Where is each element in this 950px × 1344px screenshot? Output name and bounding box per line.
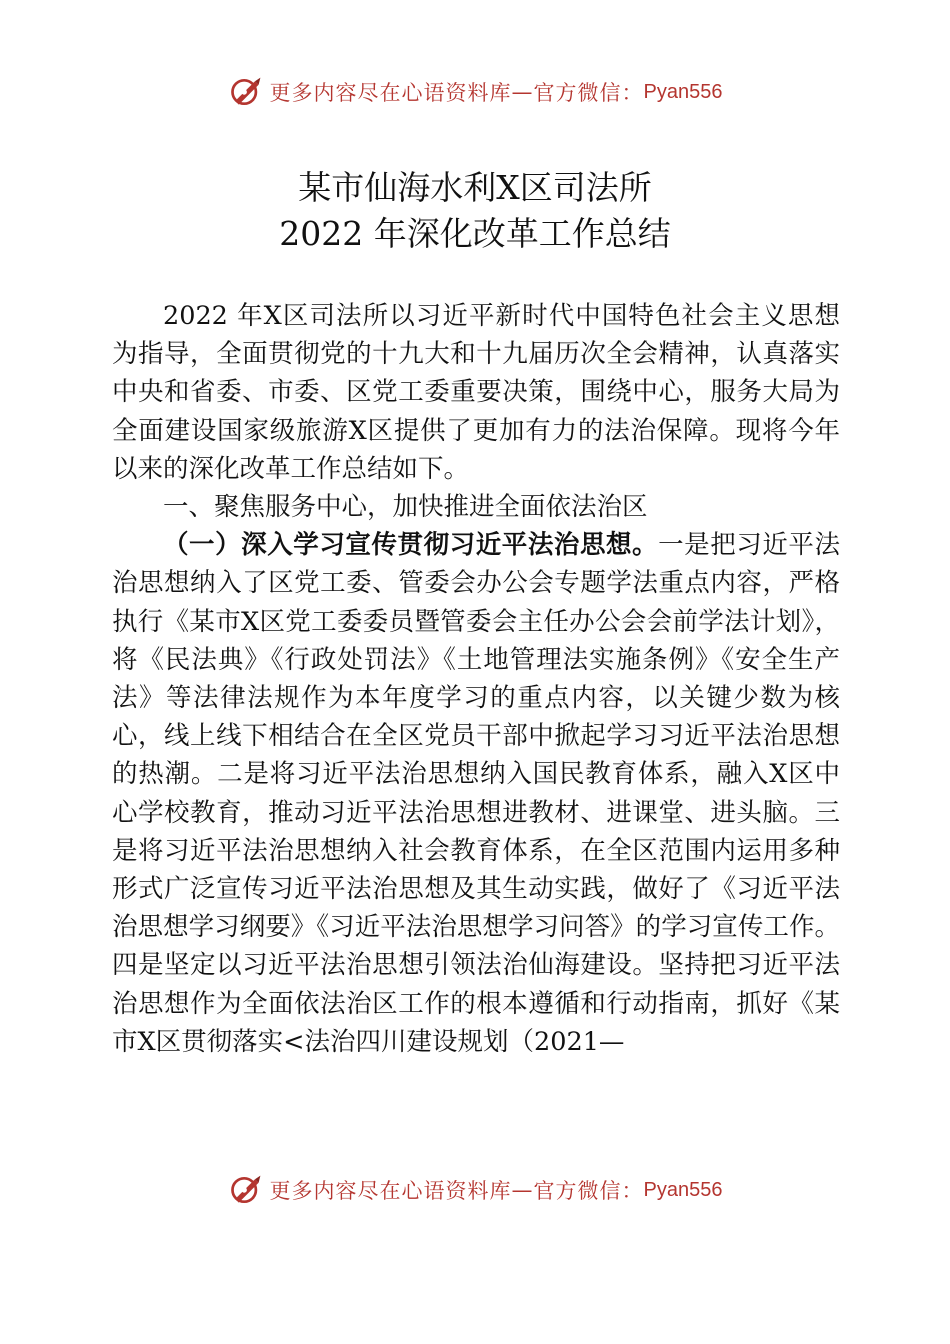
banner-wechat-label: 官方微信： <box>533 81 644 105</box>
document-title-line1: 某市仙海水利X区司法所 <box>298 168 652 207</box>
banner-separator: — <box>511 1178 534 1202</box>
document-body <box>112 297 840 1061</box>
banner-separator: — <box>511 80 534 104</box>
subsection-text-1: 一是把习近平法治思想纳入了区党工委、管委会办公会专题学法重点内容，严格执行《某市X区党工委委员暨管委会主任办公会会前学法计划》，将《民法典》《行政处罚法》《土地管理法实施条例》《安全生产法》等法律法规作为本年度学习的重点内容，以关键少数为核心，线上线下相结合在全区党员干部中掀起学习习近平法治思想的热潮。二是将习近平法治思想纳入国民教育体系，融入X区中心学校教育，推动习近平法治思想进教材、进课堂、进头脑。三是将习近平法治思想纳入社会教育体系，在全区范围内运用多种形式广泛宣传习近平法治思想及其生动实践，做好了《习近平法治思想学习纲要》《习近平法治思想学习问答》的学习宣传工作。四是坚定以习近平法治思想引领法治仙海建设。坚持把习近平法治思想作为全面依法治区工作的根本遵循和行动指南，抓好《某市X区贯彻落实<法治四川建设规划（2021— <box>112 530 840 1057</box>
pen-nib-logo-icon <box>228 74 264 110</box>
banner-wechat-id: Pyan556 <box>643 80 723 103</box>
footer-watermark-banner <box>0 1170 950 1210</box>
banner-text: 更多内容尽在心语资料库 <box>269 81 512 105</box>
banner-wechat-id: Pyan556 <box>643 1178 723 1201</box>
banner-wechat-label: 官方微信： <box>533 1179 644 1203</box>
intro-paragraph: 2022 年X区司法所以习近平新时代中国特色社会主义思想为指导，全面贯彻党的十九大和十九届历次全会精神，认真落实中央和省委、市委、区党工委重要决策，围绕中心，服务大局为全面建设国家级旅游X区提供了更加有力的法治保障。现将今年以来的深化改革工作总结如下。 <box>112 301 840 484</box>
document-title-line2: 2022 年深化改革工作总结 <box>279 214 671 253</box>
section-heading-1: 一、聚焦服务中心，加快推进全面依法治区 <box>163 492 648 523</box>
banner-text: 更多内容尽在心语资料库 <box>269 1179 512 1203</box>
subsection-heading-1: （一）深入学习宣传贯彻习近平法治思想。 <box>163 530 659 561</box>
subsection-paragraph-1 <box>112 526 840 1061</box>
header-watermark-banner <box>0 72 950 112</box>
pen-nib-logo-icon <box>228 1172 264 1208</box>
